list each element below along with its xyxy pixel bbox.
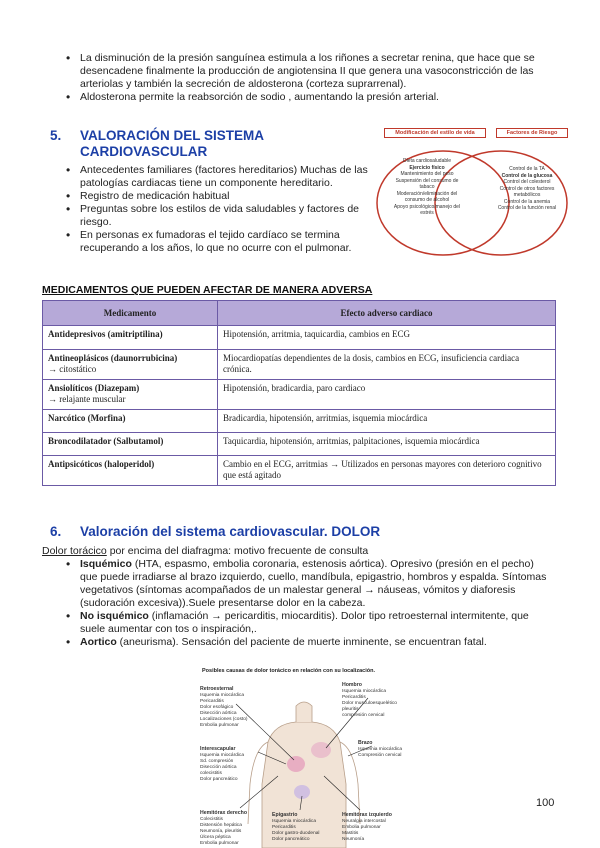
- pain-type-item: [62, 610, 554, 636]
- venn-left-item: Ejercicio físico: [409, 164, 445, 171]
- drug-name: Antipsicóticos (haloperidol): [48, 459, 155, 469]
- figure-label-epigastrio: [272, 812, 338, 843]
- figure-label-item: Dolor musculoesquelético: [342, 701, 397, 706]
- figure-label-item: Isquemia miocárdica: [342, 689, 386, 694]
- figure-label-item: Disección aórtica: [200, 765, 237, 770]
- figure-label-item: Sd. compresión: [200, 759, 234, 764]
- venn-left-list: [390, 158, 464, 217]
- figure-label-item: colecistitis: [200, 771, 222, 776]
- venn-diagram: [376, 126, 571, 258]
- figure-label-item: Compresión cervical: [358, 753, 402, 758]
- table-row: [43, 456, 556, 486]
- section6-title: Valoración del sistema cardiovascular. DOLOR: [80, 524, 381, 539]
- venn-left-item: Apoyo psicológico/manejo del estrés: [393, 203, 461, 216]
- intro-bullet-item: • Aldosterona permite la reabsorción de sodio , aumentando la presión arterial.: [62, 91, 558, 104]
- table-row: [43, 350, 556, 380]
- figure-label-item: Embolia pulmonar: [342, 825, 381, 830]
- effect-cell: Taquicardia, hipotensión, arritmias, palpitaciones, isquemia miocárdica: [218, 433, 556, 456]
- drug-cell: [43, 410, 218, 433]
- figure-label-title: Brazo: [358, 740, 373, 746]
- section6-intro-underlined: Dolor torácico: [42, 545, 107, 557]
- effect-cell: Miocardiopatías dependientes de la dosis, cambios en ECG, insuficiencia cardiaca crónica.: [218, 350, 556, 380]
- figure-label-brazo: [358, 740, 412, 759]
- drug-cell: [43, 433, 218, 456]
- drug-cell: [43, 456, 218, 486]
- venn-right-item: Control de otros factores metabólicos: [499, 185, 555, 198]
- pain-type-desc: (HTA, espasmo, embolia coronaria, estenosis aórtica). Opresivo (presión en el pecho) que puede irradiarse al brazo izquierdo, cuello, mandíbula, epigastrio, hombros y espalda. Síntomas vegetativos (síntomas acompañados de un malestar general → náuseas, vómitos y diaforesis (sudoración excesiva)).Suele presentarse dolor en la cabeza.: [80, 558, 547, 609]
- venn-right-item: Control de la función renal: [497, 205, 557, 211]
- venn-right-list: [494, 166, 560, 212]
- figure-label-item: Embolia pulmonar: [200, 723, 239, 728]
- pain-type-name: Aortico: [80, 636, 117, 648]
- figure-label-hemitorax-izquierdo: [342, 812, 412, 843]
- drug-cell: [43, 326, 218, 350]
- figure-label-title: Hemitórax izquierdo: [342, 812, 392, 818]
- figure-label-title: Epigastrio: [272, 812, 298, 818]
- figure-label-title: Hombro: [342, 682, 362, 688]
- figure-label-hemitorax-derecho: [200, 810, 264, 847]
- drug-cell: [43, 380, 218, 410]
- figure-label-item: Dolor esofágico: [200, 705, 234, 710]
- venn-right-item: Control de la anemia: [503, 198, 551, 205]
- drug-name: Antineoplásicos (daunorrubicina): [48, 353, 178, 363]
- figure-label-item: Pericarditis: [200, 699, 224, 704]
- section5-bullet-item: • Antecedentes familiares (factores hereditarios) Muchas de las patologías cardiacas tiene un componente hereditario.: [62, 164, 370, 190]
- figure-label-retroesternal: [200, 686, 270, 729]
- section5-number: 5.: [50, 128, 62, 143]
- pain-type-desc: (aneurisma). Sensación del paciente de muerte inminente, se encuentran fatal.: [116, 636, 487, 648]
- figure-label-item: Distensión hepática: [200, 823, 242, 828]
- figure-label-interescapular: [200, 746, 262, 783]
- figure-label-item: Pericarditis: [342, 695, 366, 700]
- figure-label-item: Isquemia miocárdica: [272, 819, 316, 824]
- figure-label-item: Mastitis: [342, 831, 359, 836]
- figure-label-item: Dolor pancreático: [272, 837, 310, 842]
- venn-left-item: Moderación/eliminación del consumo de alcohol: [396, 190, 458, 203]
- venn-right-item: Control de la glucosa: [501, 172, 553, 179]
- figure-label-item: Isquemia miocárdica: [358, 747, 402, 752]
- section6-bullet-list: [62, 558, 554, 649]
- venn-right-item: Control del colesterol: [503, 179, 551, 185]
- section5-title-line1: VALORACIÓN DEL SISTEMA: [80, 128, 265, 143]
- intro-bullet-item: • La disminución de la presión sanguínea estimula a los riñones a secretar renina, que hace que se desencadene finalmente la producción de angiotensina II que genera una vasoconstricción de las arteriolas y también la secreción de aldosterona (corteza suprarrenal).: [62, 52, 558, 91]
- effect-cell: Bradicardia, hipotensión, arritmias, isquemia miocárdica: [218, 410, 556, 433]
- figure-label-item: Neumonía: [342, 837, 365, 842]
- figure-label-item: Neuralgia intercostal: [342, 819, 386, 824]
- pain-type-name: No isquémico: [80, 610, 149, 622]
- figure-label-title: Hemitórax derecho: [200, 810, 247, 816]
- table-row: [43, 410, 556, 433]
- venn-left-header: Modificación del estilo de vida: [384, 128, 486, 138]
- section5-bullet-list: [62, 164, 370, 255]
- section5-bullet-item: • Preguntas sobre los estilos de vida saludables y factores de riesgo.: [62, 203, 370, 229]
- figure-label-item: compresión cervical: [342, 713, 385, 718]
- drug-subnote: → relajante muscular: [48, 394, 126, 404]
- section5-title-line2: CARDIOVASCULAR: [80, 144, 208, 159]
- figure-caption: Posibles causas de dolor torácico en relación con su localización.: [202, 668, 376, 674]
- drug-name: Narcótico (Morfina): [48, 413, 126, 423]
- section5-title: [80, 128, 264, 160]
- page-number: 100: [536, 797, 555, 809]
- pain-type-name: Isquémico: [80, 558, 132, 570]
- section6-number: 6.: [50, 524, 62, 539]
- figure-label-item: Embolia pulmonar: [200, 841, 239, 846]
- figure-label-item: pleuritis: [342, 707, 359, 712]
- effect-cell: Hipotensión, arritmia, taquicardia, cambios en ECG: [218, 326, 556, 350]
- figure-label-item: Úlcera péptica: [200, 835, 231, 840]
- figure-label-item: Neumonía, pleuritis: [200, 829, 242, 834]
- venn-right-item: Control de la TA: [509, 166, 545, 172]
- drug-name: Broncodilatador (Salbutamol): [48, 436, 164, 446]
- pain-type-desc: (inflamación → pericarditis, miocarditis). Dolor tipo retroesternal intermitente, que suele aumentar con tos o inspiración,.: [80, 610, 529, 635]
- section5-bullet-item: • En personas ex fumadoras el tejido cardíaco se termina recuperando a los años, lo que no ocurre con el pulmonar.: [62, 229, 370, 255]
- drug-name: Ansiolíticos (Diazepam): [48, 383, 140, 393]
- section6-intro: [42, 545, 562, 558]
- meds-table-header-row: [43, 301, 556, 326]
- venn-right-header: Factores de Riesgo: [496, 128, 568, 138]
- figure-label-item: Isquemia miocárdica: [200, 693, 244, 698]
- meds-heading: MEDICAMENTOS QUE PUEDEN AFECTAR DE MANERA ADVERSA: [42, 284, 373, 296]
- pain-type-item: [62, 558, 554, 610]
- meds-col-efecto: Efecto adverso cardiaco: [218, 301, 556, 326]
- meds-col-medicamento: Medicamento: [43, 301, 218, 326]
- venn-left-item: Suspensión del consumo de tabaco: [395, 177, 459, 190]
- figure-label-item: Dolor gastro-duodenal: [272, 831, 320, 836]
- figure-label-item: Dolor pancreático: [200, 777, 238, 782]
- section6-intro-text: por encima del diafragma: motivo frecuente de consulta: [106, 545, 369, 557]
- section5-bullet-item: • Registro de medicación habitual: [62, 190, 370, 203]
- figure-label-item: Localizaciones (costo): [200, 717, 248, 722]
- drug-cell: [43, 350, 218, 380]
- venn-left-item: Mantenimiento del peso: [400, 171, 454, 177]
- figure-label-item: Isquemia miocárdica: [200, 753, 244, 758]
- drug-subnote: → citostático: [48, 364, 97, 374]
- figure-label-hombro: [342, 682, 412, 719]
- table-row: [43, 326, 556, 350]
- intro-bullet-list: [62, 52, 558, 104]
- table-row: [43, 433, 556, 456]
- figure-label-title: Interescapular: [200, 746, 236, 752]
- effect-cell: Hipotensión, bradicardia, paro cardiaco: [218, 380, 556, 410]
- effect-cell: Cambio en el ECG, arritmias → Utilizados en personas mayores con deterioro cognitivo que está agitado: [218, 456, 556, 486]
- venn-left-item: Dieta cardiosaludable: [402, 158, 452, 164]
- figure-label-item: Pericarditis: [272, 825, 296, 830]
- table-row: [43, 380, 556, 410]
- pain-type-item: [62, 636, 554, 649]
- figure-label-title: Retroesternal: [200, 686, 234, 692]
- figure-label-item: Disección aórtica: [200, 711, 237, 716]
- figure-label-item: Colecistitis: [200, 817, 223, 822]
- chest-pain-figure: [196, 664, 412, 848]
- meds-table: [42, 300, 556, 486]
- drug-name: Antidepresivos (amitriptilina): [48, 329, 163, 339]
